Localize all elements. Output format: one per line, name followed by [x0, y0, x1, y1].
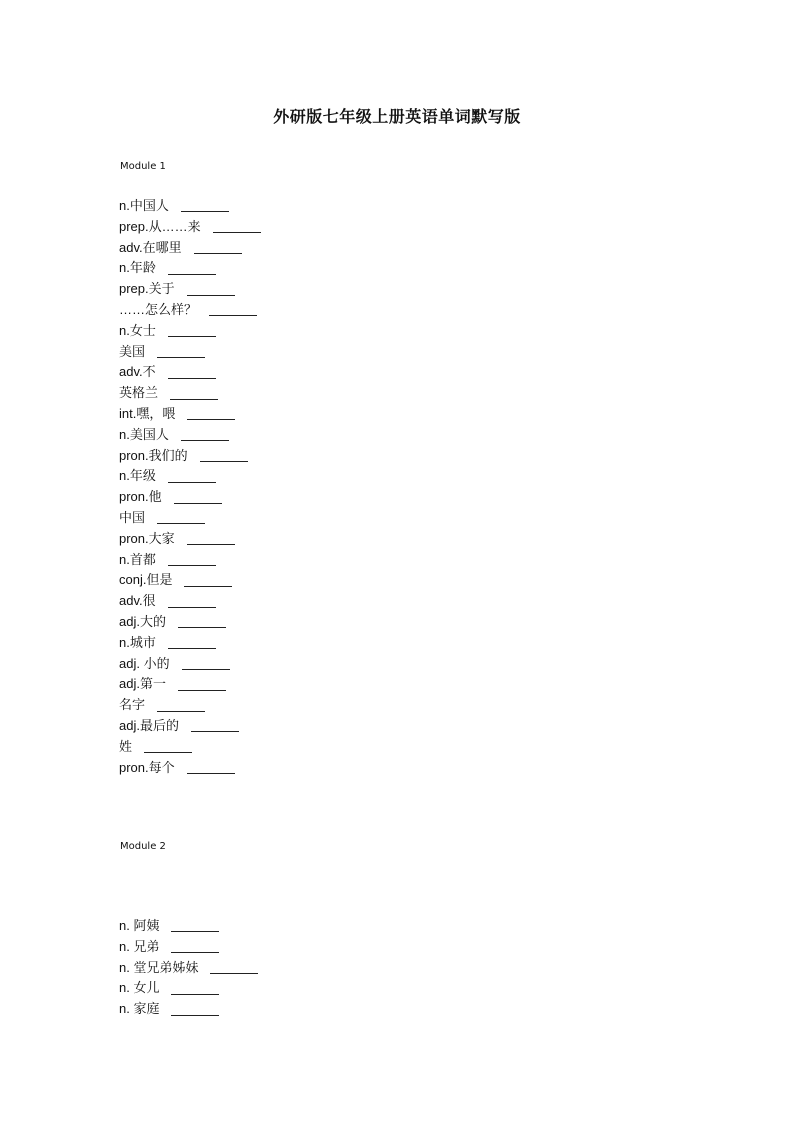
document-title: 外研版七年级上册英语单词默写版 [273, 107, 521, 126]
word-entry [119, 404, 261, 425]
word-prompt: adj. 小的 [119, 655, 170, 671]
answer-blank[interactable] [171, 993, 219, 995]
answer-blank[interactable] [171, 1014, 219, 1016]
word-entry [119, 916, 258, 937]
answer-blank[interactable] [187, 418, 235, 420]
module-2-heading: Module 2 [120, 841, 166, 852]
word-entry [119, 217, 261, 238]
answer-blank[interactable] [178, 689, 226, 691]
word-prompt: pron.他 [119, 489, 162, 505]
module-1-heading: Module 1 [120, 161, 166, 172]
answer-blank[interactable] [181, 439, 229, 441]
answer-blank[interactable] [187, 772, 235, 774]
word-entry [119, 508, 261, 529]
answer-blank[interactable] [209, 314, 257, 316]
word-prompt: n. 女儿 [119, 980, 160, 996]
word-prompt: n. 家庭 [119, 1001, 160, 1017]
answer-blank[interactable] [157, 522, 205, 524]
word-entry [119, 425, 261, 446]
answer-blank[interactable] [182, 668, 230, 670]
word-entry [119, 342, 261, 363]
word-entry [119, 321, 261, 342]
answer-blank[interactable] [187, 294, 235, 296]
module-2-word-list [119, 916, 258, 1020]
word-entry [119, 570, 261, 591]
word-entry [119, 978, 258, 999]
word-entry [119, 716, 261, 737]
answer-blank[interactable] [168, 273, 216, 275]
word-prompt: n.中国人 [119, 198, 169, 213]
word-prompt: adj.第一 [119, 676, 166, 692]
answer-blank[interactable] [168, 647, 216, 649]
answer-blank[interactable] [210, 972, 258, 974]
answer-blank[interactable] [181, 210, 229, 212]
answer-blank[interactable] [170, 398, 218, 400]
answer-blank[interactable] [157, 356, 205, 358]
answer-blank[interactable] [187, 543, 235, 545]
word-entry [119, 258, 261, 279]
word-entry [119, 695, 261, 716]
word-entry [119, 737, 261, 758]
word-prompt: adv.不 [119, 364, 156, 380]
word-entry [119, 654, 261, 675]
answer-blank[interactable] [171, 930, 219, 932]
module-1-word-list [119, 196, 261, 778]
word-prompt: pron.我们的 [119, 447, 188, 463]
word-prompt: n.年级 [119, 468, 156, 484]
word-prompt: n. 堂兄弟姊妹 [119, 959, 199, 975]
answer-blank[interactable] [168, 564, 216, 566]
word-prompt: adj.最后的 [119, 717, 179, 733]
word-prompt: n.首都 [119, 551, 156, 567]
word-prompt: int.嘿，喂 [119, 405, 176, 421]
word-entry [119, 550, 261, 571]
word-entry [119, 999, 258, 1020]
word-entry [119, 487, 261, 508]
word-prompt: pron.每个 [119, 759, 175, 775]
answer-blank[interactable] [194, 252, 242, 254]
word-entry [119, 758, 261, 779]
word-entry [119, 958, 258, 979]
word-prompt: n. 兄弟 [119, 938, 160, 954]
word-prompt: 美国 [119, 343, 146, 359]
word-prompt: conj.但是 [119, 572, 173, 588]
word-prompt: n.城市 [119, 634, 156, 650]
answer-blank[interactable] [144, 751, 192, 753]
answer-blank[interactable] [213, 231, 261, 233]
word-prompt: n.美国人 [119, 426, 169, 442]
word-prompt: n. 阿姨 [119, 918, 160, 933]
word-prompt: prep.关于 [119, 281, 175, 297]
word-entry [119, 937, 258, 958]
word-entry [119, 591, 261, 612]
word-entry [119, 383, 261, 404]
answer-blank[interactable] [171, 951, 219, 953]
answer-blank[interactable] [200, 460, 248, 462]
word-entry [119, 300, 261, 321]
word-entry [119, 633, 261, 654]
word-entry [119, 238, 261, 259]
word-prompt: 名字 [119, 697, 146, 713]
answer-blank[interactable] [168, 335, 216, 337]
word-entry [119, 529, 261, 550]
word-prompt: n.女士 [119, 322, 156, 338]
answer-blank[interactable] [157, 710, 205, 712]
answer-blank[interactable] [174, 502, 222, 504]
word-prompt: n.年龄 [119, 260, 156, 276]
answer-blank[interactable] [168, 481, 216, 483]
answer-blank[interactable] [184, 585, 232, 587]
word-entry [119, 362, 261, 383]
word-prompt: adv.在哪里 [119, 239, 182, 255]
word-entry [119, 612, 261, 633]
word-prompt: adj.大的 [119, 613, 166, 629]
answer-blank[interactable] [191, 730, 239, 732]
answer-blank[interactable] [168, 606, 216, 608]
answer-blank[interactable] [178, 626, 226, 628]
word-prompt: 姓 [119, 738, 133, 754]
word-prompt: pron.大家 [119, 530, 175, 546]
word-prompt: 中国 [119, 509, 146, 525]
word-prompt: adv.很 [119, 593, 156, 609]
word-entry [119, 196, 261, 217]
word-entry [119, 446, 261, 467]
word-prompt: ……怎么样？ [119, 301, 198, 317]
word-prompt: prep.从……来 [119, 218, 201, 234]
answer-blank[interactable] [168, 377, 216, 379]
word-entry [119, 279, 261, 300]
word-entry [119, 466, 261, 487]
word-prompt: 英格兰 [119, 385, 159, 401]
word-entry [119, 674, 261, 695]
